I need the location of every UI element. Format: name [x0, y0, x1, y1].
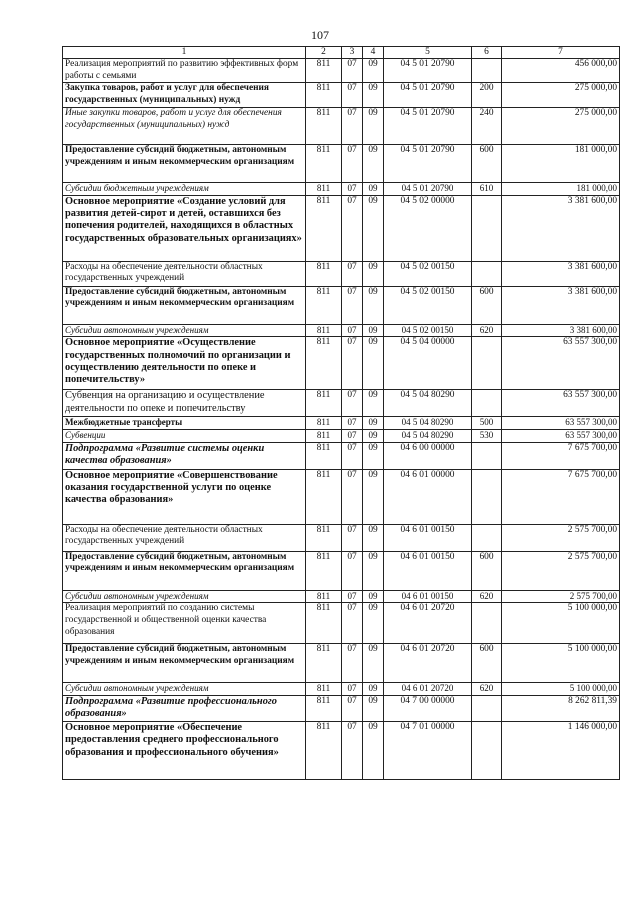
- row-code-subsection: 09: [363, 524, 384, 551]
- row-target-article: 04 7 00 00000: [384, 696, 472, 722]
- row-name: Предоставление субсидий бюджетным, автономным учреждениям и иным некоммерческим организациям: [63, 286, 306, 324]
- row-name: Предоставление субсидий бюджетным, автономным учреждениям и иным некоммерческим организациям: [63, 144, 306, 182]
- row-code-subsection: 09: [363, 644, 384, 683]
- row-amount: 275 000,00: [502, 107, 620, 144]
- row-code-section: 07: [342, 429, 363, 442]
- table-row: [63, 337, 620, 390]
- row-name: Расходы на обеспечение деятельности областных государственных учреждений: [63, 524, 306, 551]
- row-expense-type: [472, 469, 502, 524]
- row-expense-type: [472, 337, 502, 390]
- row-name: Основное мероприятие «Осуществление государственных полномочий по организации и осуществлению деятельности по опеке и попечительству»: [63, 337, 306, 390]
- row-amount: 3 381 600,00: [502, 286, 620, 324]
- row-name: Субсидии автономным учреждениям: [63, 683, 306, 696]
- row-code-section: 07: [342, 469, 363, 524]
- row-code-admin: 811: [306, 144, 342, 182]
- row-code-subsection: 09: [363, 603, 384, 644]
- row-code-subsection: 09: [363, 551, 384, 590]
- budget-table: [62, 46, 620, 780]
- row-amount: 275 000,00: [502, 83, 620, 107]
- row-code-subsection: 09: [363, 182, 384, 195]
- row-expense-type: 240: [472, 107, 502, 144]
- header-col-1: 1: [63, 47, 306, 59]
- row-name: Основное мероприятие «Обеспечение предоставления среднего профессионального образования и профессионального обучения»: [63, 722, 306, 780]
- table-row: [63, 182, 620, 195]
- row-amount: 5 100 000,00: [502, 644, 620, 683]
- table-row: [63, 59, 620, 83]
- header-col-6: 6: [472, 47, 502, 59]
- row-name: Основное мероприятие «Совершенствование оказания государственной услуги по оценке качества образования»: [63, 469, 306, 524]
- row-target-article: 04 5 04 80290: [384, 390, 472, 417]
- row-target-article: 04 6 01 20720: [384, 603, 472, 644]
- table-row: [63, 722, 620, 780]
- row-amount: 3 381 600,00: [502, 195, 620, 261]
- row-name: Предоставление субсидий бюджетным, автономным учреждениям и иным некоммерческим организациям: [63, 644, 306, 683]
- row-target-article: 04 5 01 20790: [384, 144, 472, 182]
- row-name: Подпрограмма «Развитие профессионального образования»: [63, 696, 306, 722]
- row-code-section: 07: [342, 442, 363, 469]
- row-code-admin: 811: [306, 261, 342, 286]
- row-code-section: 07: [342, 286, 363, 324]
- row-expense-type: 620: [472, 683, 502, 696]
- row-code-admin: 811: [306, 429, 342, 442]
- row-target-article: 04 6 01 00150: [384, 590, 472, 603]
- row-code-admin: 811: [306, 603, 342, 644]
- row-amount: 181 000,00: [502, 182, 620, 195]
- row-expense-type: 620: [472, 590, 502, 603]
- row-code-section: 07: [342, 144, 363, 182]
- row-code-section: 07: [342, 390, 363, 417]
- row-name: Реализация мероприятий по развитию эффективных форм работы с семьями: [63, 59, 306, 83]
- table-row: [63, 683, 620, 696]
- row-name: Подпрограмма «Развитие системы оценки качества образования»: [63, 442, 306, 469]
- row-code-subsection: 09: [363, 286, 384, 324]
- row-target-article: 04 5 01 20790: [384, 59, 472, 83]
- row-code-admin: 811: [306, 59, 342, 83]
- row-code-admin: 811: [306, 107, 342, 144]
- row-code-subsection: 09: [363, 59, 384, 83]
- row-code-subsection: 09: [363, 337, 384, 390]
- page-number: 107: [311, 28, 329, 42]
- row-target-article: 04 5 02 00000: [384, 195, 472, 261]
- row-expense-type: [472, 603, 502, 644]
- row-code-admin: 811: [306, 337, 342, 390]
- row-code-admin: 811: [306, 722, 342, 780]
- row-amount: 456 000,00: [502, 59, 620, 83]
- row-code-admin: 811: [306, 286, 342, 324]
- header-col-5: 5: [384, 47, 472, 59]
- row-expense-type: 600: [472, 644, 502, 683]
- table-row: [63, 590, 620, 603]
- row-code-section: 07: [342, 59, 363, 83]
- row-amount: 63 557 300,00: [502, 337, 620, 390]
- row-amount: 63 557 300,00: [502, 390, 620, 417]
- table-row: [63, 144, 620, 182]
- row-name: Субсидии бюджетным учреждениям: [63, 182, 306, 195]
- row-target-article: 04 5 02 00150: [384, 324, 472, 337]
- row-expense-type: 500: [472, 417, 502, 430]
- row-expense-type: 200: [472, 83, 502, 107]
- table-row: [63, 696, 620, 722]
- row-amount: 5 100 000,00: [502, 683, 620, 696]
- row-name: Субсидии автономным учреждениям: [63, 324, 306, 337]
- row-target-article: 04 5 02 00150: [384, 286, 472, 324]
- row-code-section: 07: [342, 182, 363, 195]
- header-col-7: 7: [502, 47, 620, 59]
- row-target-article: 04 6 01 00150: [384, 551, 472, 590]
- row-code-section: 07: [342, 551, 363, 590]
- table-row: [63, 286, 620, 324]
- row-expense-type: [472, 261, 502, 286]
- row-code-admin: 811: [306, 590, 342, 603]
- table-row: [63, 324, 620, 337]
- table-body: [63, 59, 620, 780]
- table-row: [63, 390, 620, 417]
- row-amount: 5 100 000,00: [502, 603, 620, 644]
- row-code-admin: 811: [306, 83, 342, 107]
- row-name: Расходы на обеспечение деятельности областных государственных учреждений: [63, 261, 306, 286]
- row-target-article: 04 5 01 20790: [384, 83, 472, 107]
- row-target-article: 04 5 04 80290: [384, 429, 472, 442]
- row-expense-type: [472, 524, 502, 551]
- row-amount: 2 575 700,00: [502, 590, 620, 603]
- row-code-subsection: 09: [363, 261, 384, 286]
- table-row: [63, 551, 620, 590]
- row-expense-type: [472, 722, 502, 780]
- row-code-section: 07: [342, 524, 363, 551]
- row-code-section: 07: [342, 83, 363, 107]
- row-code-section: 07: [342, 107, 363, 144]
- row-code-admin: 811: [306, 390, 342, 417]
- row-code-admin: 811: [306, 417, 342, 430]
- row-expense-type: [472, 195, 502, 261]
- row-code-admin: 811: [306, 195, 342, 261]
- row-name: Субвенция на организацию и осуществление деятельности по опеке и попечительству: [63, 390, 306, 417]
- row-expense-type: 530: [472, 429, 502, 442]
- row-target-article: 04 5 04 00000: [384, 337, 472, 390]
- row-amount: 7 675 700,00: [502, 469, 620, 524]
- table-row: [63, 83, 620, 107]
- table-row: [63, 195, 620, 261]
- table-row: [63, 524, 620, 551]
- row-code-section: 07: [342, 722, 363, 780]
- row-target-article: 04 6 01 00150: [384, 524, 472, 551]
- table-row: [63, 107, 620, 144]
- row-target-article: 04 7 01 00000: [384, 722, 472, 780]
- row-code-subsection: 09: [363, 696, 384, 722]
- row-code-subsection: 09: [363, 195, 384, 261]
- row-target-article: 04 5 01 20790: [384, 182, 472, 195]
- row-expense-type: [472, 442, 502, 469]
- row-expense-type: 600: [472, 144, 502, 182]
- row-code-section: 07: [342, 417, 363, 430]
- row-code-section: 07: [342, 337, 363, 390]
- row-code-subsection: 09: [363, 144, 384, 182]
- row-code-subsection: 09: [363, 83, 384, 107]
- row-amount: 3 381 600,00: [502, 261, 620, 286]
- row-code-admin: 811: [306, 469, 342, 524]
- row-code-admin: 811: [306, 551, 342, 590]
- row-code-admin: 811: [306, 644, 342, 683]
- row-expense-type: [472, 390, 502, 417]
- table-row: [63, 603, 620, 644]
- row-code-subsection: 09: [363, 429, 384, 442]
- row-amount: 181 000,00: [502, 144, 620, 182]
- header-col-4: 4: [363, 47, 384, 59]
- table-row: [63, 442, 620, 469]
- table-row: [63, 469, 620, 524]
- row-code-section: 07: [342, 603, 363, 644]
- table-row: [63, 429, 620, 442]
- row-amount: 1 146 000,00: [502, 722, 620, 780]
- row-code-section: 07: [342, 324, 363, 337]
- row-code-subsection: 09: [363, 683, 384, 696]
- row-code-subsection: 09: [363, 390, 384, 417]
- row-expense-type: [472, 696, 502, 722]
- row-code-admin: 811: [306, 696, 342, 722]
- row-target-article: 04 6 01 20720: [384, 683, 472, 696]
- table-row: [63, 261, 620, 286]
- row-name: Закупка товаров, работ и услуг для обеспечения государственных (муниципальных) нужд: [63, 83, 306, 107]
- row-name: Субвенции: [63, 429, 306, 442]
- row-expense-type: 620: [472, 324, 502, 337]
- row-amount: 63 557 300,00: [502, 417, 620, 430]
- row-target-article: 04 5 01 20790: [384, 107, 472, 144]
- row-code-subsection: 09: [363, 324, 384, 337]
- row-code-subsection: 09: [363, 590, 384, 603]
- row-target-article: 04 6 01 00000: [384, 469, 472, 524]
- row-code-subsection: 09: [363, 722, 384, 780]
- table-header-row: [63, 47, 620, 59]
- row-expense-type: 600: [472, 551, 502, 590]
- row-amount: 2 575 700,00: [502, 524, 620, 551]
- table-row: [63, 644, 620, 683]
- row-expense-type: [472, 59, 502, 83]
- row-amount: 8 262 811,39: [502, 696, 620, 722]
- row-name: Основное мероприятие «Создание условий для развития детей-сирот и детей, оставшихся без попечения родителей, находящихся в областных государственных образовательных организациях»: [63, 195, 306, 261]
- row-code-section: 07: [342, 644, 363, 683]
- row-code-admin: 811: [306, 324, 342, 337]
- row-target-article: 04 5 04 80290: [384, 417, 472, 430]
- row-name: Межбюджетные трансферты: [63, 417, 306, 430]
- row-amount: 7 675 700,00: [502, 442, 620, 469]
- table-row: [63, 417, 620, 430]
- header-col-2: 2: [306, 47, 342, 59]
- row-code-subsection: 09: [363, 107, 384, 144]
- row-name: Предоставление субсидий бюджетным, автономным учреждениям и иным некоммерческим организациям: [63, 551, 306, 590]
- row-target-article: 04 5 02 00150: [384, 261, 472, 286]
- row-code-admin: 811: [306, 683, 342, 696]
- row-code-section: 07: [342, 195, 363, 261]
- row-code-subsection: 09: [363, 469, 384, 524]
- row-code-subsection: 09: [363, 417, 384, 430]
- row-target-article: 04 6 01 20720: [384, 644, 472, 683]
- row-target-article: 04 6 00 00000: [384, 442, 472, 469]
- header-col-3: 3: [342, 47, 363, 59]
- row-code-section: 07: [342, 683, 363, 696]
- row-amount: 3 381 600,00: [502, 324, 620, 337]
- row-name: Субсидии автономным учреждениям: [63, 590, 306, 603]
- row-code-section: 07: [342, 590, 363, 603]
- row-amount: 2 575 700,00: [502, 551, 620, 590]
- row-name: Иные закупки товаров, работ и услуг для обеспечения государственных (муниципальных) нужд: [63, 107, 306, 144]
- row-code-admin: 811: [306, 442, 342, 469]
- row-code-admin: 811: [306, 524, 342, 551]
- row-code-subsection: 09: [363, 442, 384, 469]
- row-name: Реализация мероприятий по созданию системы государственной и общественной оценки качества образования: [63, 603, 306, 644]
- row-amount: 63 557 300,00: [502, 429, 620, 442]
- row-code-admin: 811: [306, 182, 342, 195]
- row-code-section: 07: [342, 261, 363, 286]
- row-expense-type: 610: [472, 182, 502, 195]
- row-expense-type: 600: [472, 286, 502, 324]
- row-code-section: 07: [342, 696, 363, 722]
